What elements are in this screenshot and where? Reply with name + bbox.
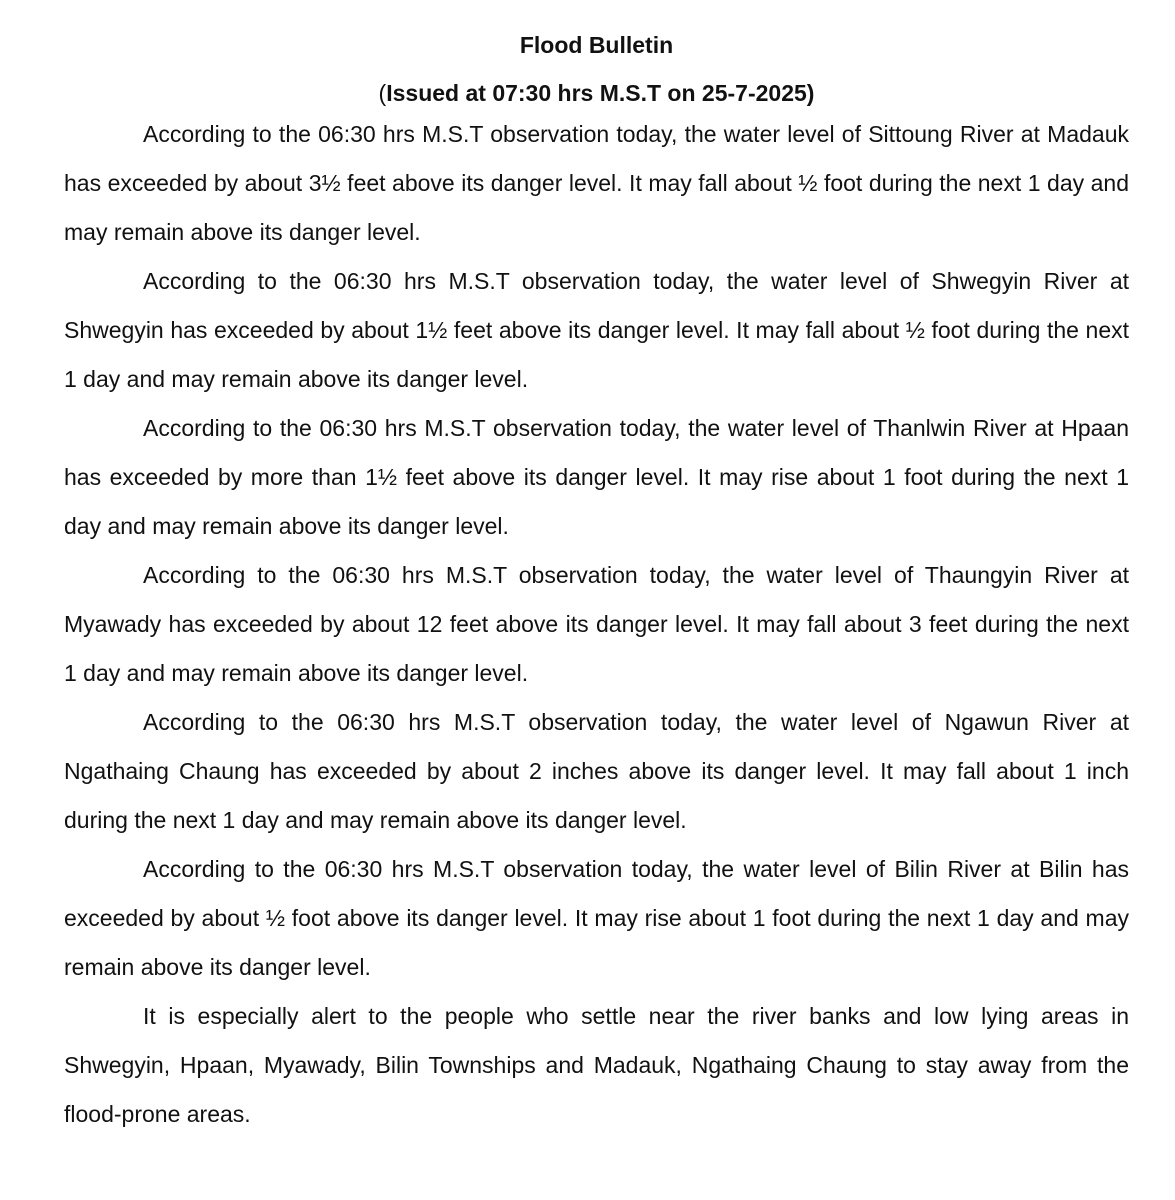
paragraph-alert: It is especially alert to the people who settle near the river banks and low lying areas in Shwegyin, Hpaan, Myawady, Bilin Townships and Madauk, Ngathaing Chaung to stay away from the flood-prone areas. <box>64 1003 1129 1127</box>
bulletin-title: Flood Bulletin <box>519 32 674 58</box>
paragraph-ngawun: According to the 06:30 hrs M.S.T observation today, the water level of Ngawun River at Ngathaing Chaung has exceeded by about 2 inches above its danger level. It may fall about 1 inch during the next 1 day and may remain above its danger level. <box>64 709 1129 833</box>
issued-text: Issued at 07:30 hrs M.S.T on 25-7-2025) <box>386 80 815 106</box>
paragraph-sittoung: According to the 06:30 hrs M.S.T observation today, the water level of Sittoung River at Madauk has exceeded by about 3½ feet above its danger level. It may fall about ½ foot during the next 1 day and may remain above its danger level. <box>64 121 1129 245</box>
bulletin-page <box>64 28 1129 1139</box>
paragraph-thanlwin: According to the 06:30 hrs M.S.T observation today, the water level of Thanlwin River at Hpaan has exceeded by more than 1½ feet above its danger level. It may rise about 1 foot during the next 1 day and may remain above its danger level. <box>64 415 1129 539</box>
paragraph-shwegyin: According to the 06:30 hrs M.S.T observation today, the water level of Shwegyin River at Shwegyin has exceeded by about 1½ feet above its danger level. It may fall about ½ foot during the next 1 day and may remain above its danger level. <box>64 268 1129 392</box>
issued-open-paren: ( <box>378 80 387 106</box>
paragraph-thaungyin: According to the 06:30 hrs M.S.T observation today, the water level of Thaungyin River at Myawady has exceeded by about 12 feet above its danger level. It may fall about 3 feet during the next 1 day and may remain above its danger level. <box>64 562 1129 686</box>
paragraph-bilin: According to the 06:30 hrs M.S.T observation today, the water level of Bilin River at Bilin has exceeded by about ½ foot above its danger level. It may rise about 1 foot during the next 1 day and may remain above its danger level. <box>64 856 1129 980</box>
bulletin-issued-line <box>64 76 1129 110</box>
